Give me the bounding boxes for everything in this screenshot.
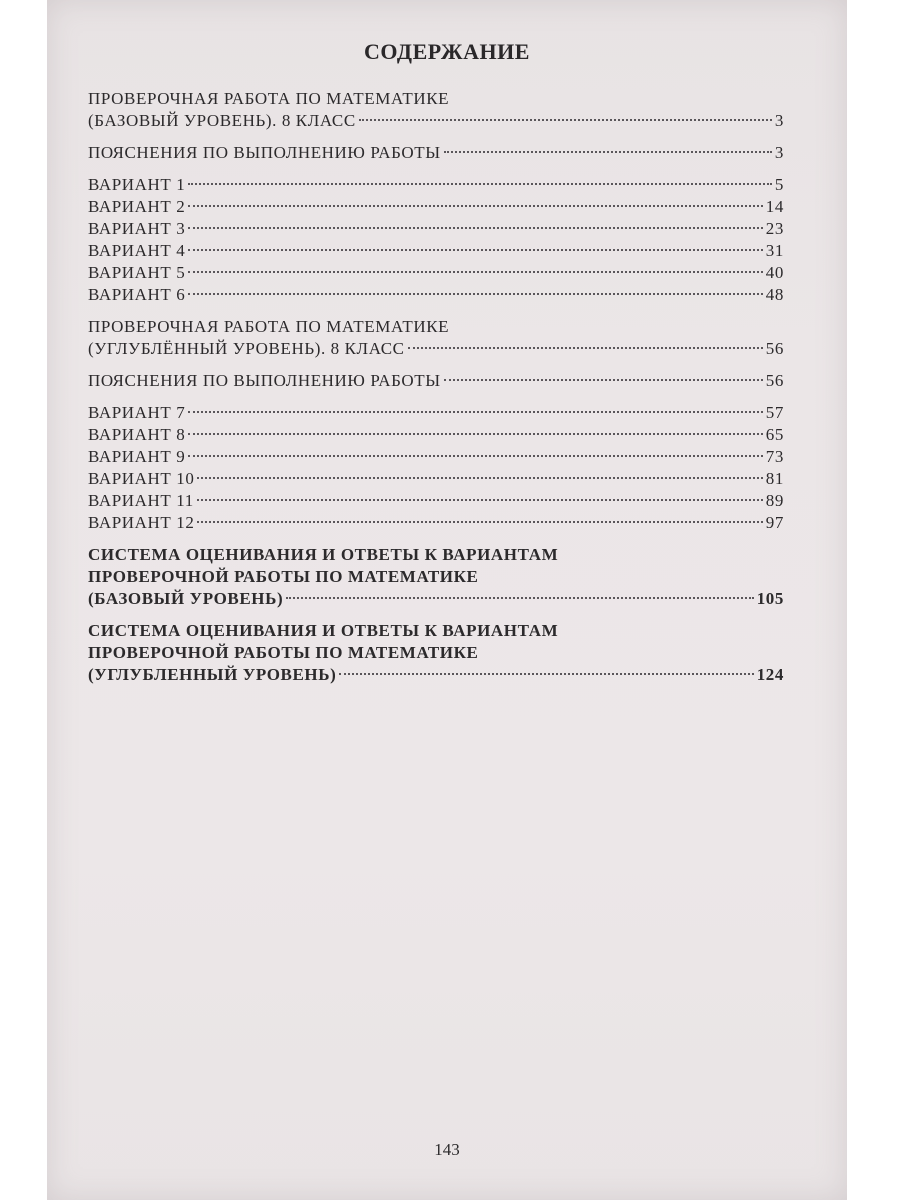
toc-entry-label: ВАРИАНТ 9 [88, 447, 186, 466]
toc-entry-page: 3 [774, 143, 784, 162]
dot-leader [197, 477, 762, 479]
toc-entry-page: 57 [765, 403, 784, 422]
toc-entry-variant[interactable] [88, 218, 784, 240]
toc-entry[interactable] [88, 338, 784, 360]
dot-leader [339, 673, 753, 675]
toc-entry-label: (УГЛУБЛЁННЫЙ УРОВЕНЬ). 8 КЛАСС [88, 339, 405, 358]
dot-leader [286, 597, 753, 599]
toc-entry-variant[interactable] [88, 262, 784, 284]
toc-entry-variant[interactable] [88, 196, 784, 218]
toc-entry-page: 105 [756, 589, 784, 608]
toc-entry-title-line: ПРОВЕРОЧНОЙ РАБОТЫ ПО МАТЕМАТИКЕ [88, 567, 479, 586]
toc-entry-variant[interactable] [88, 174, 784, 196]
toc-section [88, 620, 784, 686]
toc-section [88, 174, 784, 306]
toc-entry-variant[interactable] [88, 468, 784, 490]
toc-entry-variant[interactable] [88, 512, 784, 534]
toc-entry-label: (БАЗОВЫЙ УРОВЕНЬ). 8 КЛАСС [88, 111, 356, 130]
toc-entry-title-line: ПРОВЕРОЧНАЯ РАБОТА ПО МАТЕМАТИКЕ [88, 317, 450, 336]
dot-leader [188, 455, 762, 457]
toc-entry-page: 73 [765, 447, 784, 466]
toc-entry-label: ВАРИАНТ 4 [88, 241, 186, 260]
toc-entry-page: 56 [765, 371, 784, 390]
toc-entry-title-line: СИСТЕМА ОЦЕНИВАНИЯ И ОТВЕТЫ К ВАРИАНТАМ [88, 545, 559, 564]
toc-entry-page: 3 [774, 111, 784, 130]
toc-section [88, 402, 784, 534]
toc-entry-page: 124 [756, 665, 784, 684]
dot-leader [188, 293, 762, 295]
dot-leader [188, 227, 762, 229]
toc-entry-variant[interactable] [88, 284, 784, 306]
toc-entry-label: ВАРИАНТ 12 [88, 513, 195, 532]
toc-entry-variant[interactable] [88, 446, 784, 468]
book-page [47, 0, 847, 1200]
toc-section [88, 88, 784, 132]
toc-entry-title-line: ПРОВЕРОЧНОЙ РАБОТЫ ПО МАТЕМАТИКЕ [88, 643, 479, 662]
toc-entry-label: ВАРИАНТ 1 [88, 175, 186, 194]
toc-entry-label: (БАЗОВЫЙ УРОВЕНЬ) [88, 589, 284, 608]
toc-entry[interactable] [88, 142, 784, 164]
toc-entry-page: 48 [765, 285, 784, 304]
toc-section [88, 316, 784, 360]
toc-section [88, 370, 784, 392]
toc-entry[interactable] [88, 588, 784, 610]
page-title: СОДЕРЖАНИЕ [364, 39, 530, 64]
dot-leader [188, 249, 762, 251]
toc-entry-title-line: СИСТЕМА ОЦЕНИВАНИЯ И ОТВЕТЫ К ВАРИАНТАМ [88, 621, 559, 640]
toc-entry-label: ВАРИАНТ 11 [88, 491, 194, 510]
toc-entry-page: 23 [765, 219, 784, 238]
toc-entry-label: ВАРИАНТ 2 [88, 197, 186, 216]
toc-section [88, 544, 784, 610]
toc-entry-page: 40 [765, 263, 784, 282]
toc-section [88, 142, 784, 164]
toc-entry-label: ВАРИАНТ 10 [88, 469, 195, 488]
toc-entry-variant[interactable] [88, 402, 784, 424]
dot-leader [188, 271, 762, 273]
dot-leader [444, 379, 763, 381]
toc-entry[interactable] [88, 370, 784, 392]
toc-entry-label: ВАРИАНТ 5 [88, 263, 186, 282]
dot-leader [188, 183, 772, 185]
toc-entry-page: 5 [774, 175, 784, 194]
toc-entry-title-line: ПРОВЕРОЧНАЯ РАБОТА ПО МАТЕМАТИКЕ [88, 89, 450, 108]
toc-entry-label: ВАРИАНТ 3 [88, 219, 186, 238]
toc-entry[interactable] [88, 110, 784, 132]
table-of-contents [88, 88, 784, 696]
toc-entry-label: ВАРИАНТ 8 [88, 425, 186, 444]
dot-leader [197, 499, 763, 501]
toc-entry[interactable] [88, 664, 784, 686]
toc-entry-variant[interactable] [88, 490, 784, 512]
toc-entry-label: ПОЯСНЕНИЯ ПО ВЫПОЛНЕНИЮ РАБОТЫ [88, 143, 441, 162]
dot-leader [188, 433, 762, 435]
dot-leader [197, 521, 762, 523]
toc-entry-page: 56 [765, 339, 784, 358]
dot-leader [188, 411, 762, 413]
toc-entry-label: ВАРИАНТ 7 [88, 403, 186, 422]
toc-entry-variant[interactable] [88, 240, 784, 262]
toc-entry-label: (УГЛУБЛЕННЫЙ УРОВЕНЬ) [88, 665, 337, 684]
toc-entry-page: 97 [765, 513, 784, 532]
toc-entry-page: 65 [765, 425, 784, 444]
dot-leader [408, 347, 763, 349]
dot-leader [188, 205, 762, 207]
toc-entry-page: 31 [765, 241, 784, 260]
toc-entry-page: 81 [765, 469, 784, 488]
toc-entry-page: 14 [765, 197, 784, 216]
toc-entry-variant[interactable] [88, 424, 784, 446]
dot-leader [444, 151, 772, 153]
toc-entry-label: ПОЯСНЕНИЯ ПО ВЫПОЛНЕНИЮ РАБОТЫ [88, 371, 441, 390]
toc-entry-label: ВАРИАНТ 6 [88, 285, 186, 304]
page-number: 143 [434, 1140, 460, 1159]
dot-leader [359, 119, 772, 121]
toc-entry-page: 89 [765, 491, 784, 510]
